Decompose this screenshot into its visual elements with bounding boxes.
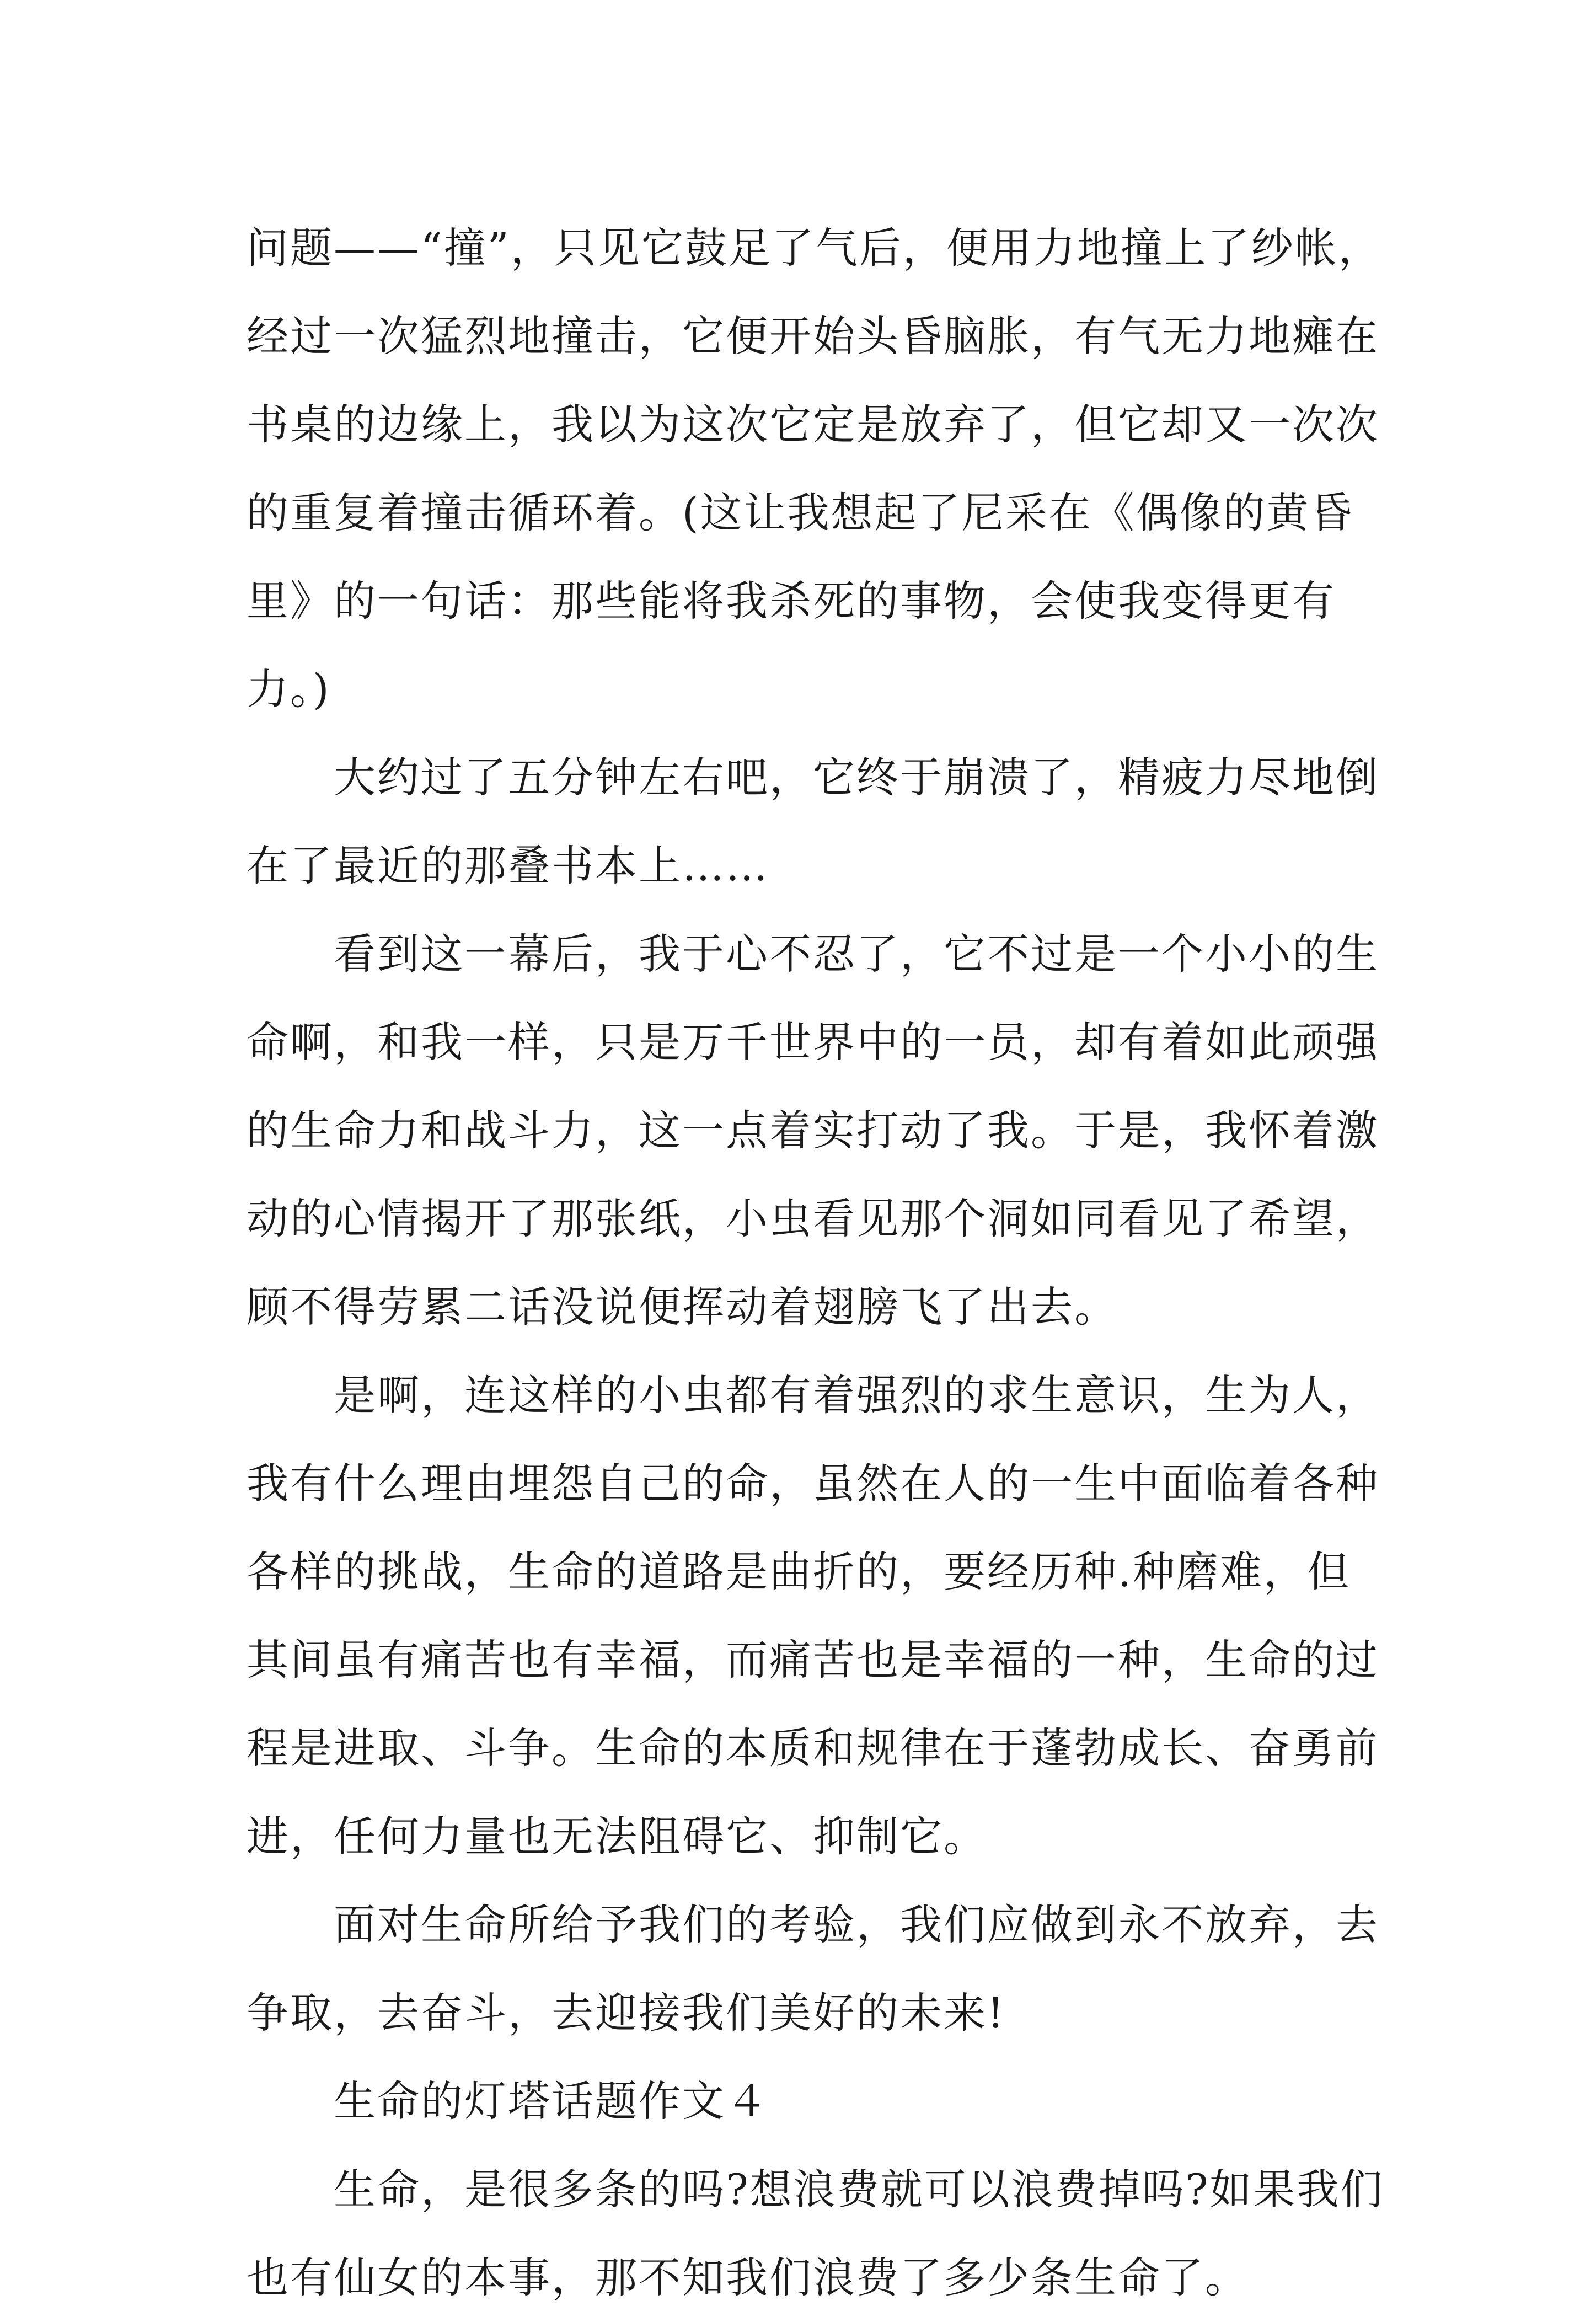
paragraph-start-line: 是啊，连这样的小虫都有着强烈的求生意识，生为人，: [334, 1371, 1379, 1420]
text-line: 动的心情揭开了那张纸，小虫看见那个洞如同看见了希望，: [247, 1194, 1379, 1243]
text-line: 里》的一句话：那些能将我杀死的事物，会使我变得更有: [247, 576, 1336, 625]
paragraph-start-line: 面对生命所给予我们的考验，我们应做到永不放弃，去: [334, 1900, 1379, 1949]
text-line: 问题——“撞”，只见它鼓足了气后，便用力地撞上了纱帐，: [247, 223, 1382, 272]
paragraph-start-line: 大约过了五分钟左右吧，它终于崩溃了，精疲力尽地倒: [334, 753, 1379, 802]
text-line: 其间虽有痛苦也有幸福，而痛苦也是幸福的一种，生命的过: [247, 1635, 1379, 1684]
text-line: 的生命力和战斗力，这一点着实打动了我。于是，我怀着激: [247, 1106, 1379, 1155]
document-body: [247, 204, 1384, 2322]
text-line: 我有什么理由埋怨自己的命，虽然在人的一生中面临着各种: [247, 1459, 1379, 1508]
text-line: 的重复着撞击循环着。(这让我想起了尼采在《偶像的黄昏: [247, 488, 1354, 537]
paragraph-start-line: 看到这一幕后，我于心不忍了，它不过是一个小小的生: [334, 929, 1379, 978]
text-line: 力。): [247, 665, 331, 714]
text-line: 书桌的边缘上，我以为这次它定是放弃了，但它却又一次次: [247, 400, 1379, 449]
text-line: 程是进取、斗争。生命的本质和规律在于蓬勃成长、奋勇前: [247, 1724, 1379, 1773]
paragraph-start-line: 生命，是很多条的吗?想浪费就可以浪费掉吗?如果我们: [334, 2165, 1384, 2214]
text-line: 也有仙女的本事，那不知我们浪费了多少条生命了。: [247, 2253, 1249, 2302]
text-line: 命啊，和我一样，只是万千世界中的一员，却有着如此顽强: [247, 1018, 1379, 1067]
section-heading: 生命的灯塔话题作文４: [334, 2077, 769, 2126]
text-line: 争取，去奋斗，去迎接我们美好的未来!: [247, 1988, 1006, 2037]
text-line: 顾不得劳累二话没说便挥动着翅膀飞了出去。: [247, 1282, 1118, 1331]
text-line: 各样的挑战，生命的道路是曲折的，要经历种.种磨难，但: [247, 1547, 1351, 1596]
text-line: 在了最近的那叠书本上……: [247, 841, 769, 890]
text-line: 进，任何力量也无法阻碍它、抑制它。: [247, 1812, 987, 1861]
text-line: 经过一次猛烈地撞击，它便开始头昏脑胀，有气无力地瘫在: [247, 312, 1379, 361]
